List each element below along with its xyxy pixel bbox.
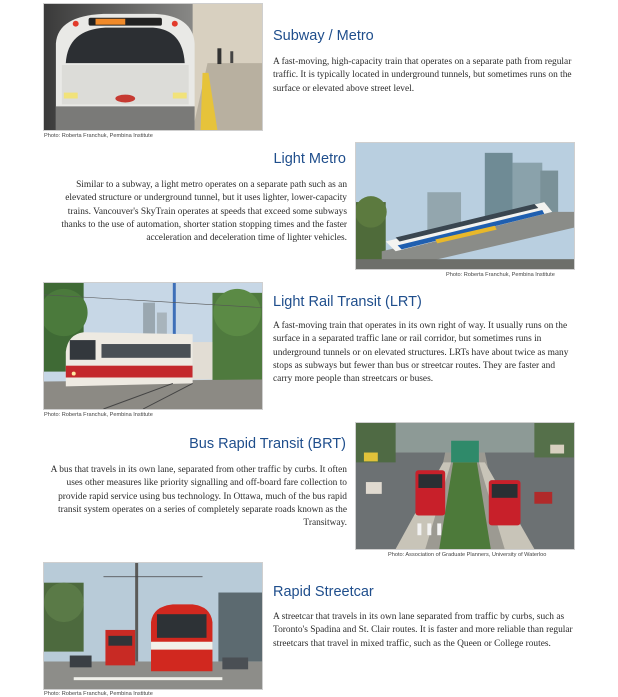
skytrain-photo [355,142,575,270]
section-description: A bus that travels in its own lane, separated from other traffic by curbs. It often uses other measures like priority signalling and off-board fare collection to provide rapid service using bus technology. In Ottawa, much of the bus rapid transit system operates on a series of completely separate roads known as the Transitway. [50,465,347,529]
section-title: Light Rail Transit (LRT) [273,294,422,310]
photo-credit: Photo: Roberta Franchuk, Pembina Institute [44,412,153,418]
photo-credit: Photo: Roberta Franchuk, Pembina Institute [446,272,555,278]
streetcar-photo [43,562,263,690]
lrt-train-photo [43,282,263,410]
photo-credit: Photo: Roberta Franchuk, Pembina Institute [44,691,153,697]
section-description: Similar to a subway, a light metro operates on a separate path such as an elevated structure or underground tunnel, but it uses lighter, lower-capacity trains. Vancouver's SkyTrain operates at speeds that exceed some subways thanks to the use of automation, shorter station stopping times and the faster acceleration and deceleration time of lighter vehicles. [61,180,347,244]
brt-bus-photo [355,422,575,550]
subway-train-photo [43,3,263,131]
section-title: Bus Rapid Transit (BRT) [189,436,346,452]
section-title: Light Metro [273,151,346,167]
photo-credit: Photo: Association of Graduate Planners, University of Waterloo [388,552,547,558]
section-description: A fast-moving, high-capacity train that operates on a separate path from regular traffic. It is typically located in underground tunnels, but sometimes runs on the surface or elevated above street level. [273,57,572,94]
photo-credit: Photo: Roberta Franchuk, Pembina Institute [44,133,153,139]
section-description: A fast-moving train that operates in its own right of way. It usually runs on the surface in a separated traffic lane or rail corridor, but sometimes runs in underground tunnels or on elevated structures. LRTs have about twice as many stops as subways but fewer than bus or streetcar routes. They are faster and carry more people than streetcars or buses. [273,321,569,385]
section-title: Rapid Streetcar [273,584,374,600]
section-description: A streetcar that travels in its own lane separated from traffic by curbs, such as Toronto's Spadina and St. Clair routes. It is faster and more reliable than regular streetcars that travel in mixed traffic, such as the Queen or College routes. [273,612,573,649]
section-title: Subway / Metro [273,28,374,44]
